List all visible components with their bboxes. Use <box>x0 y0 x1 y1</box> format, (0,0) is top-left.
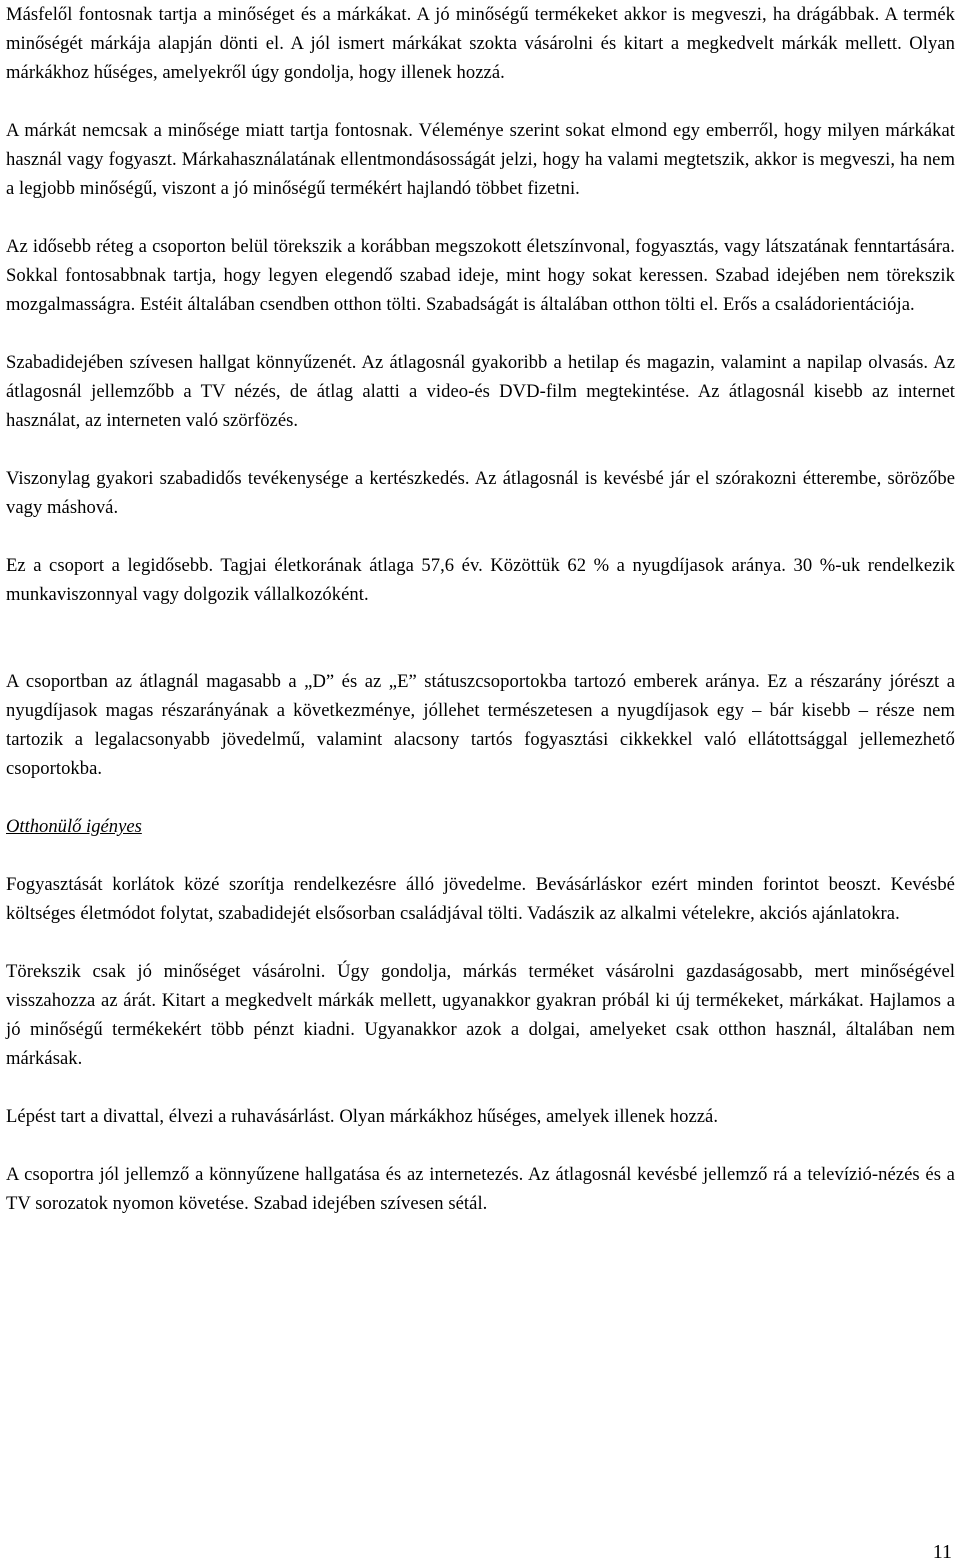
paragraph-gap <box>6 203 955 232</box>
paragraph-gap <box>6 783 955 812</box>
document-page <box>6 0 955 1218</box>
paragraph-status-groups: A csoportban az átlagnál magasabb a „D” és az „E” státuszcsoportokba tartozó emberek aránya. Ez a részarány jórészt a nyugdíjasok magas részarányának a következménye, jóllehet természetesen a nyugdíjasok egy – bár kisebb – része nem tartozik a legalacsonyabb jövedelmű, valamint alacsony tartós fogyasztási cikkekkel való ellátottsággal jellemezhető csoportokba. <box>6 671 955 779</box>
paragraph-brand-importance: A márkát nemcsak a minősége miatt tartja fontosnak. Véleménye szerint sokat elmond egy emberről, hogy milyen márkákat használ vagy fogyaszt. Márkahasználatának ellentmondásosságát jelzi, hogy ha valami megtetszik, akkor is megveszi, ha nem a legjobb minőségű, viszont a jó minőségű termékért hajlandó többet fizetni. <box>6 120 955 199</box>
paragraph-age-stats: Ez a csoport a legidősebb. Tagjai életkorának átlaga 57,6 év. Közöttük 62 % a nyugdíjasok aránya. 30 %-uk rendelkezik munkaviszonnyal vagy dolgozik vállalkozóként. <box>6 555 955 605</box>
paragraph-gap <box>6 319 955 348</box>
paragraph-gap <box>6 87 955 116</box>
paragraph-gardening: Viszonylag gyakori szabadidős tevékenysége a kertészkedés. Az átlagosnál is kevésbé jár el szórakozni étterembe, sörözőbe vagy máshová. <box>6 468 955 518</box>
paragraph-leisure-media: Szabadidejében szívesen hallgat könnyűzenét. Az átlagosnál gyakoribb a hetilap és magazin, valamint a napilap olvasás. Az átlagosnál jellemzőbb a TV nézés, de átlag alatti a video-és DVD-film megtekintése. Az átlagosnál kisebb az internet használat, az interneten való szörfözés. <box>6 352 955 431</box>
page-number: 11 <box>932 1541 952 1563</box>
paragraph-gap <box>6 928 955 957</box>
paragraph-gap <box>6 1131 955 1160</box>
paragraph-music-internet: A csoportra jól jellemző a könnyűzene hallgatása és az internetezés. Az átlagosnál kevésbé jellemző rá a televízió-nézés és a TV sorozatok nyomon követése. Szabad idejében szívesen sétál. <box>6 1164 955 1214</box>
paragraph-gap <box>6 1073 955 1102</box>
paragraph-consumption-limits: Fogyasztását korlátok közé szorítja rendelkezésre álló jövedelme. Bevásárláskor ezért minden forintot beoszt. Kevésbé költséges életmódot folytat, szabadidejét elsősorban családjával tölti. Vadászik az alkalmi vételekre, akciós ajánlatokra. <box>6 874 955 924</box>
paragraph-brand-quality: Másfelől fontosnak tartja a minőséget és a márkákat. A jó minőségű termékeket akkor is megveszi, ha drágábbak. A termék minőségét márkája alapján dönti el. A jól ismert márkákat szokta vásárolni és kitart a megkedvelt márkák mellett. Olyan márkákhoz hűséges, amelyekről úgy gondolja, hogy illenek hozzá. <box>6 4 955 83</box>
paragraph-quality-buying: Törekszik csak jó minőséget vásárolni. Úgy gondolja, márkás terméket vásárolni gazdaságosabb, mert minőségével visszahozza az árát. Kitart a megkedvelt márkák mellett, ugyanakkor gyakran próbál ki új termékeket, márkákat. Hajlamos a jó minőségű termékekért több pénzt kiadni. Ugyanakkor azok a dolgai, amelyeket csak otthon használ, általában nem márkásak. <box>6 961 955 1069</box>
section-heading: Otthonülő igényes <box>6 816 142 837</box>
paragraph-fashion: Lépést tart a divattal, élvezi a ruhavásárlást. Olyan márkákhoz hűséges, amelyek illenek hozzá. <box>6 1106 719 1127</box>
paragraph-older-layer: Az idősebb réteg a csoporton belül törekszik a korábban megszokott életszínvonal, fogyasztás, vagy látszatának fenntartására. Sokkal fontosabbnak tartja, hogy legyen elegendő szabad ideje, mint hogy sokat keressen. Szabad idejében nem törekszik mozgalmasságra. Estéit általában csendben otthon tölti. Szabadságát is általában otthon tölti el. Erős a családorientációja. <box>6 236 955 315</box>
paragraph-gap <box>6 841 955 870</box>
paragraph-gap <box>6 522 955 551</box>
paragraph-gap <box>6 435 955 464</box>
paragraph-gap-large <box>6 609 955 667</box>
